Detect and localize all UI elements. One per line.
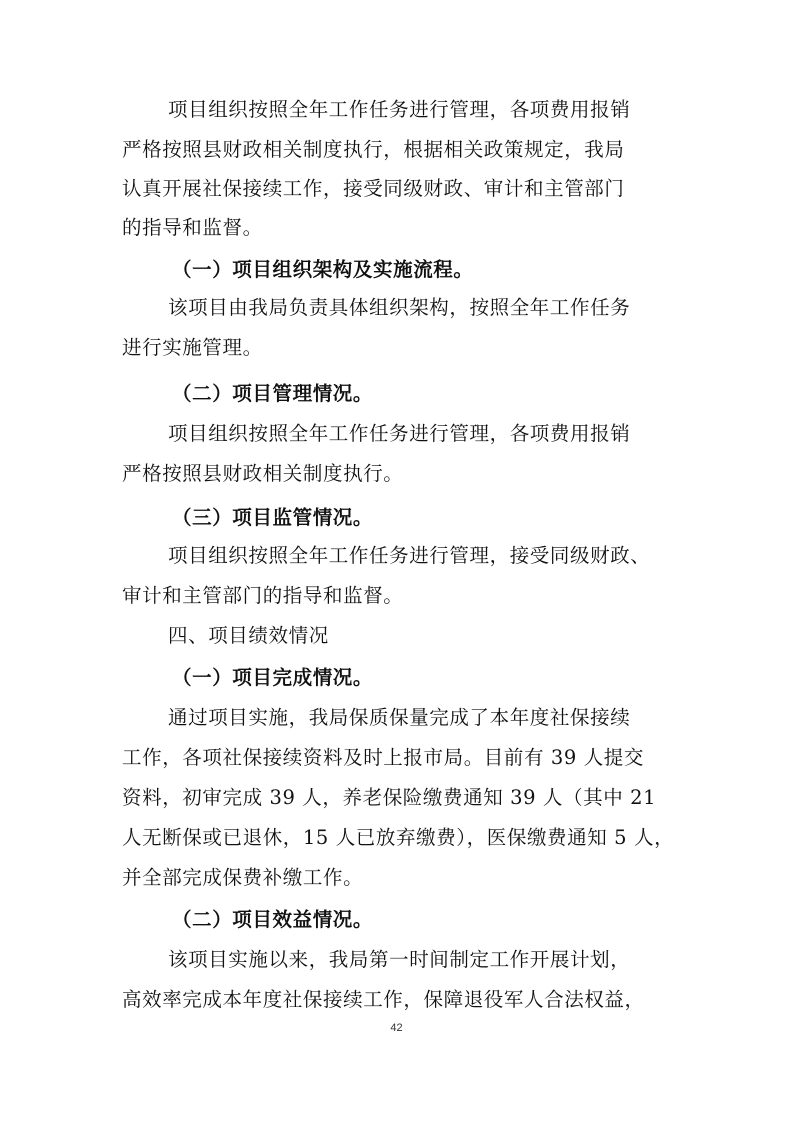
paragraph-line: 进行实施管理。 — [122, 336, 263, 359]
part-title: 四、项目绩效情况 — [168, 624, 329, 647]
paragraph-line: 审计和主管部门的指导和监督。 — [122, 584, 404, 607]
paragraph-line: 并全部完成保费补缴工作。 — [122, 866, 364, 889]
paragraph-line: 人无断保或已退休，15 人已放弃缴费），医保缴费通知 5 人， — [122, 826, 675, 849]
paragraph-line: 资料，初审完成 39 人，养老保险缴费通知 39 人（其中 21 — [122, 786, 657, 809]
paragraph-line: 该项目实施以来，我局第一时间制定工作开展计划， — [168, 948, 631, 971]
paragraph-line: 严格按照县财政相关制度执行。 — [122, 462, 404, 485]
section-heading: （一）项目组织架构及实施流程。 — [172, 258, 474, 281]
paragraph-line: 项目组织按照全年工作任务进行管理，各项费用报销 — [168, 422, 631, 445]
paragraph-line: 认真开展社保接续工作，接受同级财政、审计和主管部门 — [122, 177, 625, 200]
paragraph-line: 项目组织按照全年工作任务进行管理，接受同级财政、 — [168, 544, 651, 567]
section-heading: （一）项目完成情况。 — [172, 666, 374, 689]
paragraph-line: 工作，各项社保接续资料及时上报市局。目前有 39 人提交 — [122, 746, 645, 769]
paragraph-line: 严格按照县财政相关制度执行，根据相关政策规定，我局 — [122, 138, 625, 161]
paragraph-line: 项目组织按照全年工作任务进行管理，各项费用报销 — [168, 98, 631, 121]
section-heading: （二）项目管理情况。 — [172, 382, 374, 405]
page-number: 42 — [390, 1022, 403, 1034]
paragraph-line: 高效率完成本年度社保接续工作，保障退役军人合法权益， — [122, 988, 645, 1011]
section-heading: （二）项目效益情况。 — [172, 908, 374, 931]
paragraph-line: 的指导和监督。 — [122, 216, 263, 239]
section-heading: （三）项目监管情况。 — [172, 506, 374, 529]
paragraph-line: 该项目由我局负责具体组织架构，按照全年工作任务 — [168, 296, 631, 319]
paragraph-line: 通过项目实施，我局保质保量完成了本年度社保接续 — [168, 706, 631, 729]
